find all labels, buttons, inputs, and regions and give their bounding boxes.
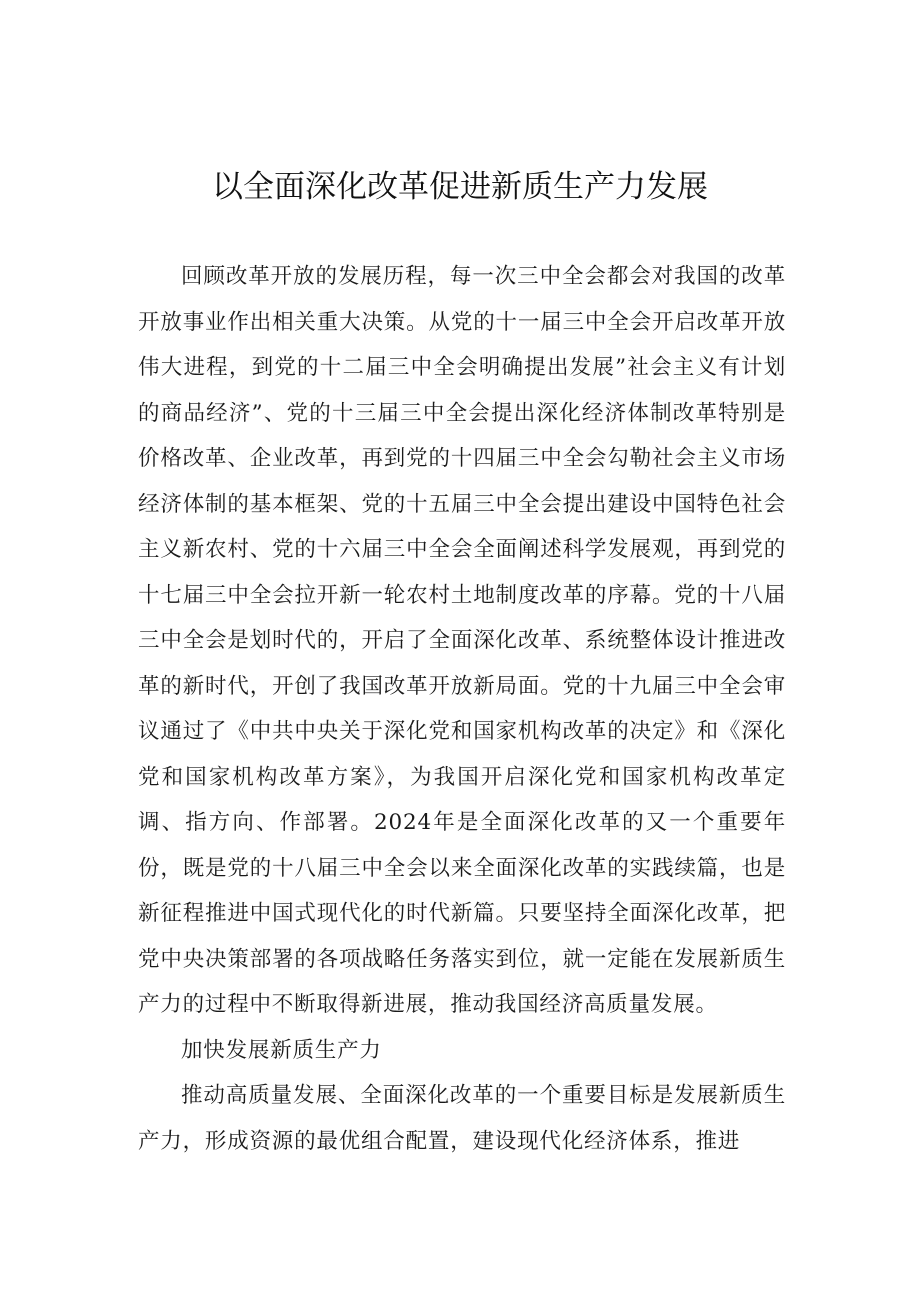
section-heading: 加快发展新质生产力 [181, 1037, 382, 1063]
section-paragraph: 推动高质量发展、全面深化改革的一个重要目标是发展新质生产力，形成资源的最优组合配置，建设现代化经济体系，推进 [138, 1083, 786, 1154]
document-body [138, 254, 786, 1164]
document-title: 以全面深化改革促进新质生产力发展 [212, 169, 708, 205]
body-paragraph: 回顾改革开放的发展历程，每一次三中全会都会对我国的改革开放事业作出相关重大决策。从党的十一届三中全会开启改革开放伟大进程，到党的十二届三中全会明确提出发展”社会主义有计划的商品经济”、党的十三届三中全会提出深化经济体制改革特别是价格改革、企业改革，再到党的十四届三中全会勾勒社会主义市场经济体制的基本框架、党的十五届三中全会提出建设中国特色社会主义新农村、党的十六届三中全会全面阐述科学发展观，再到党的十七届三中全会拉开新一轮农村土地制度改革的序幕。党的十八届三中全会是划时代的，开启了全面深化改革、系统整体设计推进改革的新时代，开创了我国改革开放新局面。党的十九届三中全会审议通过了《中共中央关于深化党和国家机构改革的决定》和《深化党和国家机构改革方案》，为我国开启深化党和国家机构改革定调、指方向、作部署。2024年是全面深化改革的又一个重要年份，既是党的十八届三中全会以来全面深化改革的实践续篇，也是新征程推进中国式现代化的时代新篇。只要坚持全面深化改革，把党中央决策部署的各项战略任务落实到位，就一定能在发展新质生产力的过程中不断取得新进展，推动我国经济高质量发展。 [138, 264, 786, 1017]
